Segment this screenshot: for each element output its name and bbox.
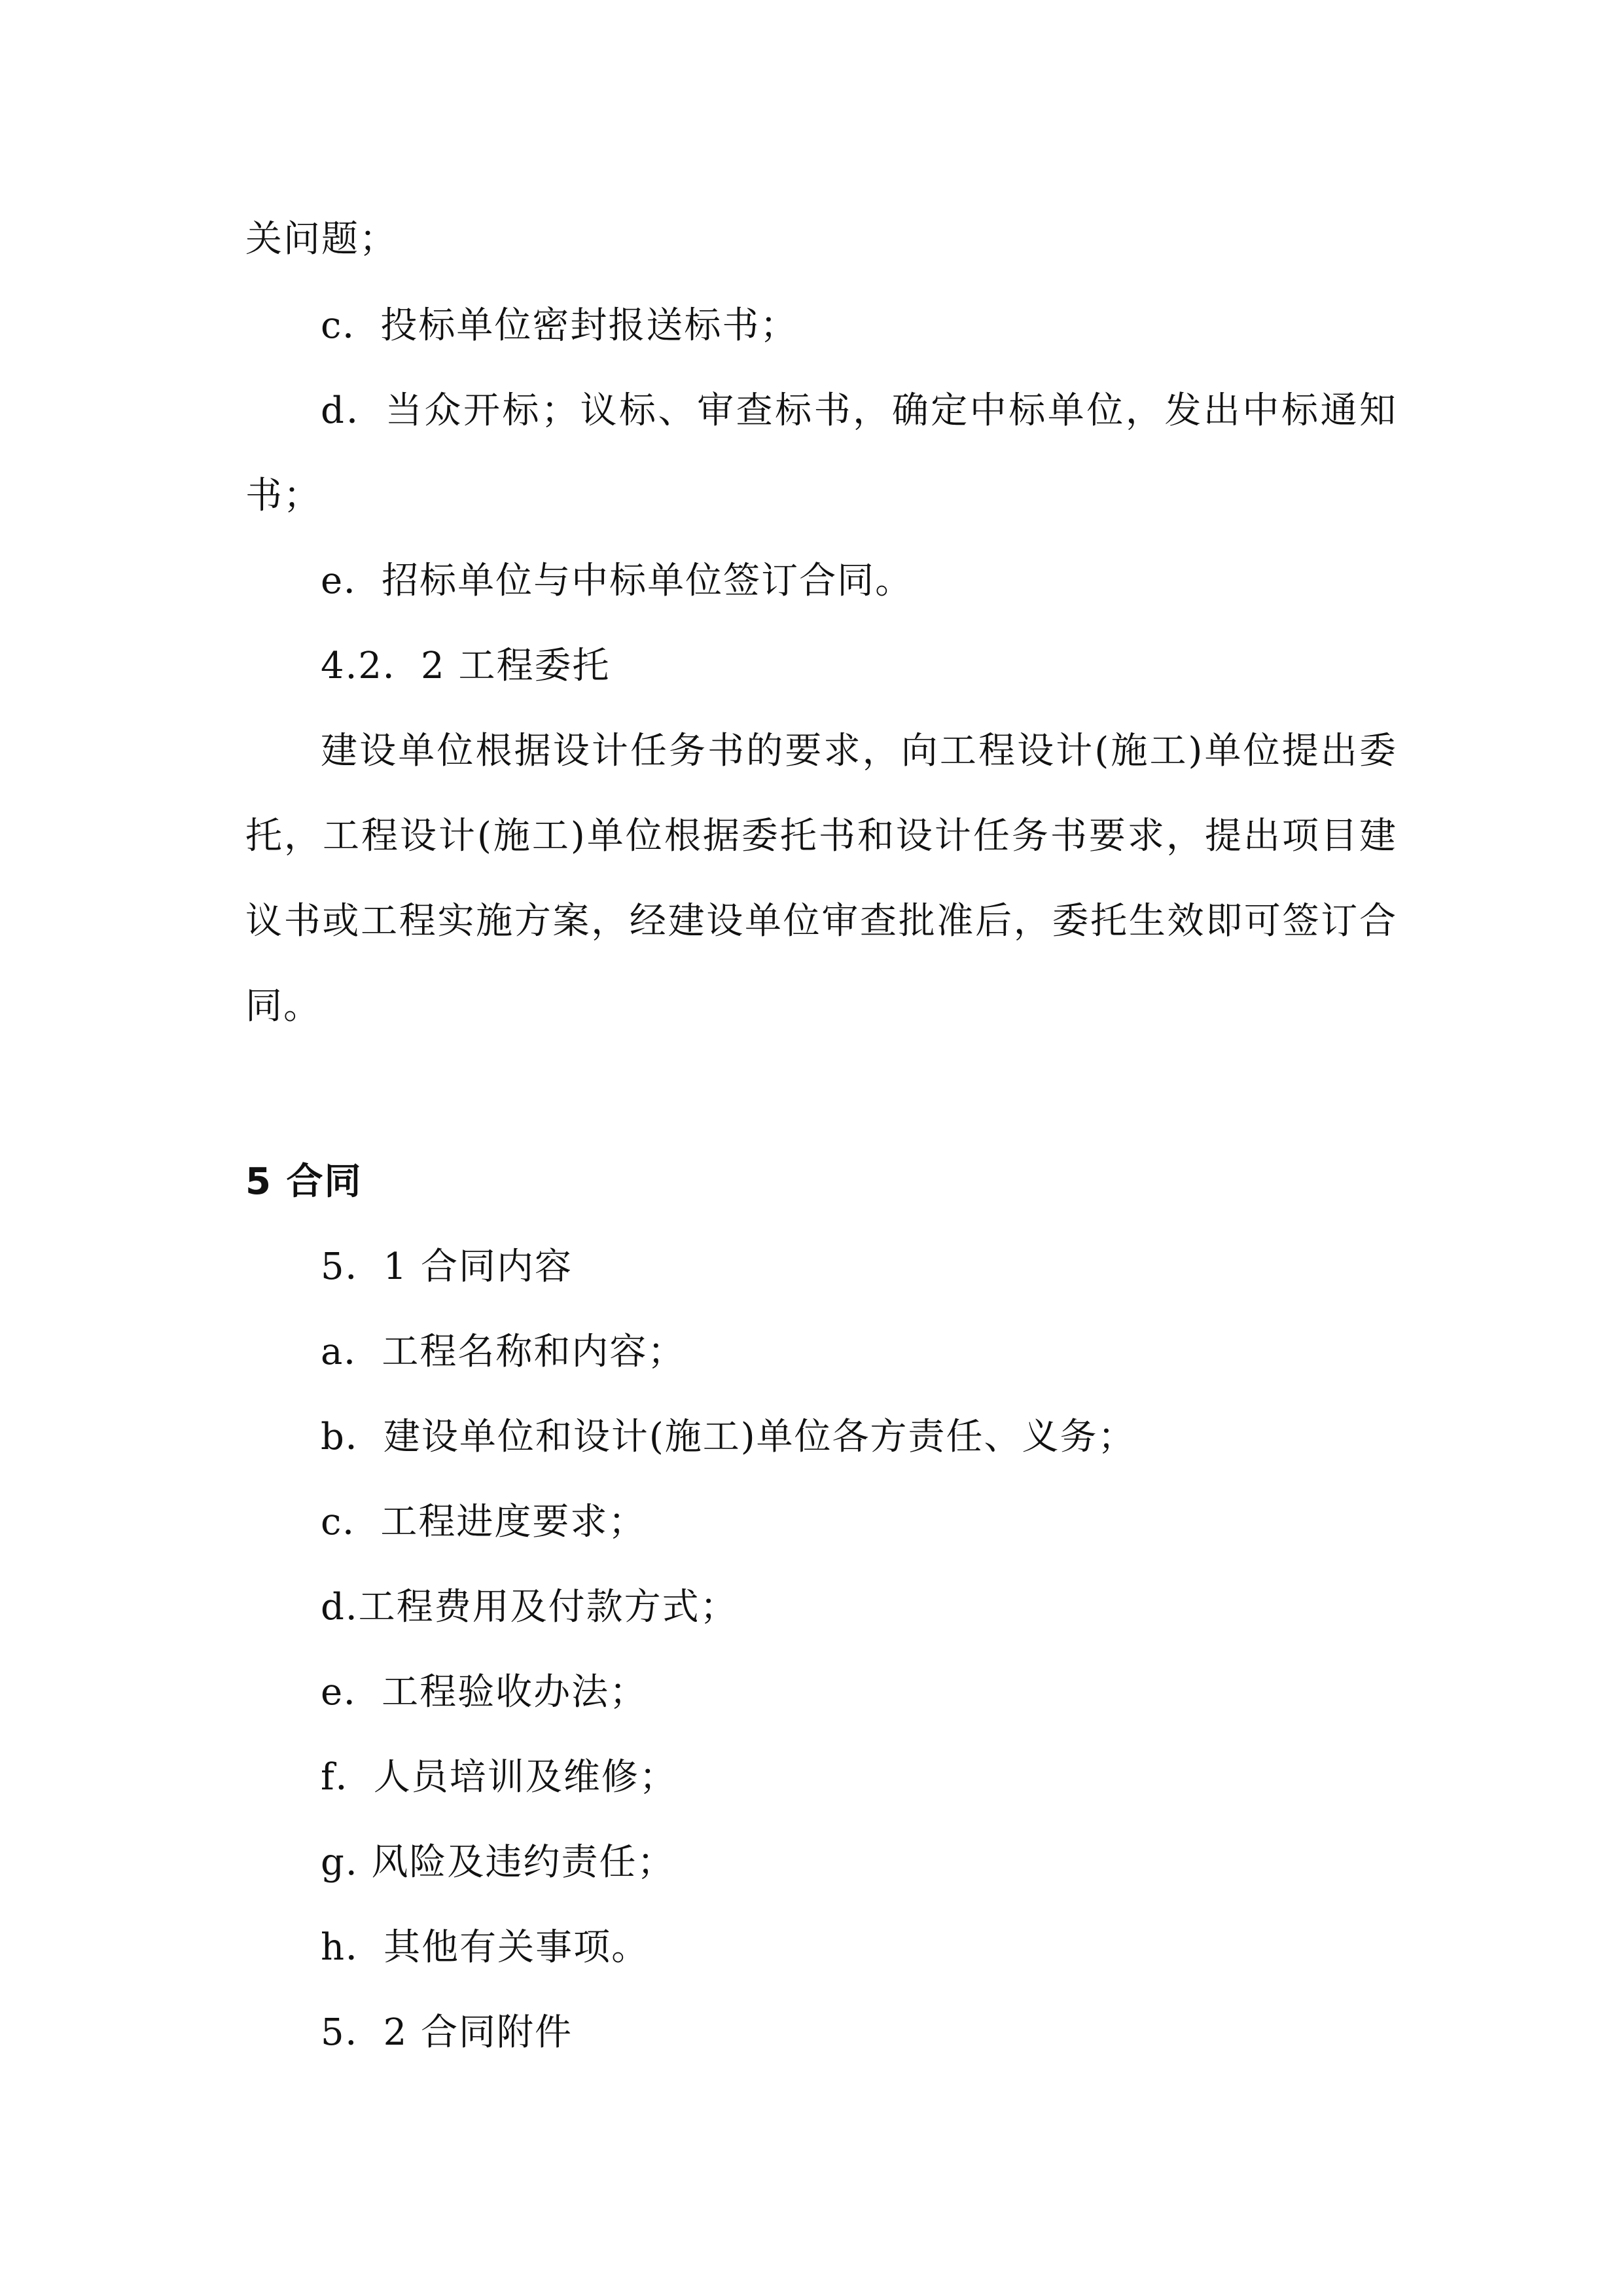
list-item-f: f．人员培训及维修； [321, 1756, 677, 1799]
list-item-e: e．招标单位与中标单位签订合同。 [321, 560, 914, 602]
paragraph-line: 同。 [245, 985, 321, 1028]
paragraph-line: 关问题； [245, 218, 397, 260]
subsection-heading: 4.2．2 工程委托 [321, 645, 611, 687]
list-item-g: g. 风险及违约责任； [321, 1841, 675, 1884]
list-item-c: c．工程进度要求； [321, 1501, 647, 1543]
list-item-d: d.工程费用及付款方式； [321, 1586, 738, 1628]
subsection-heading: 5．2 合同附件 [321, 2011, 573, 2054]
paragraph-line: 托，工程设计(施工)单位根据委托书和设计任务书要求，提出项目建 [245, 815, 1397, 857]
paragraph-line: 书； [245, 475, 321, 517]
list-item-c: c．投标单位密封报送标书； [321, 304, 798, 347]
list-item-e: e．工程验收办法； [321, 1671, 648, 1713]
list-item-h: h．其他有关事项。 [321, 1926, 650, 1969]
paragraph-line: 建设单位根据设计任务书的要求，向工程设计(施工)单位提出委 [321, 730, 1397, 772]
list-item-d: d．当众开标；议标、审查标书，确定中标单位，发出中标通知 [321, 389, 1397, 432]
section-heading: 5 合同 [245, 1160, 363, 1203]
paragraph-line: 议书或工程实施方案，经建设单位审查批准后，委托生效即可签订合 [245, 900, 1397, 942]
list-item-b: b．建设单位和设计(施工)单位各方责任、义务； [321, 1416, 1136, 1458]
subsection-heading: 5．1 合同内容 [321, 1246, 573, 1288]
list-item-a: a．工程名称和内容； [321, 1331, 686, 1373]
